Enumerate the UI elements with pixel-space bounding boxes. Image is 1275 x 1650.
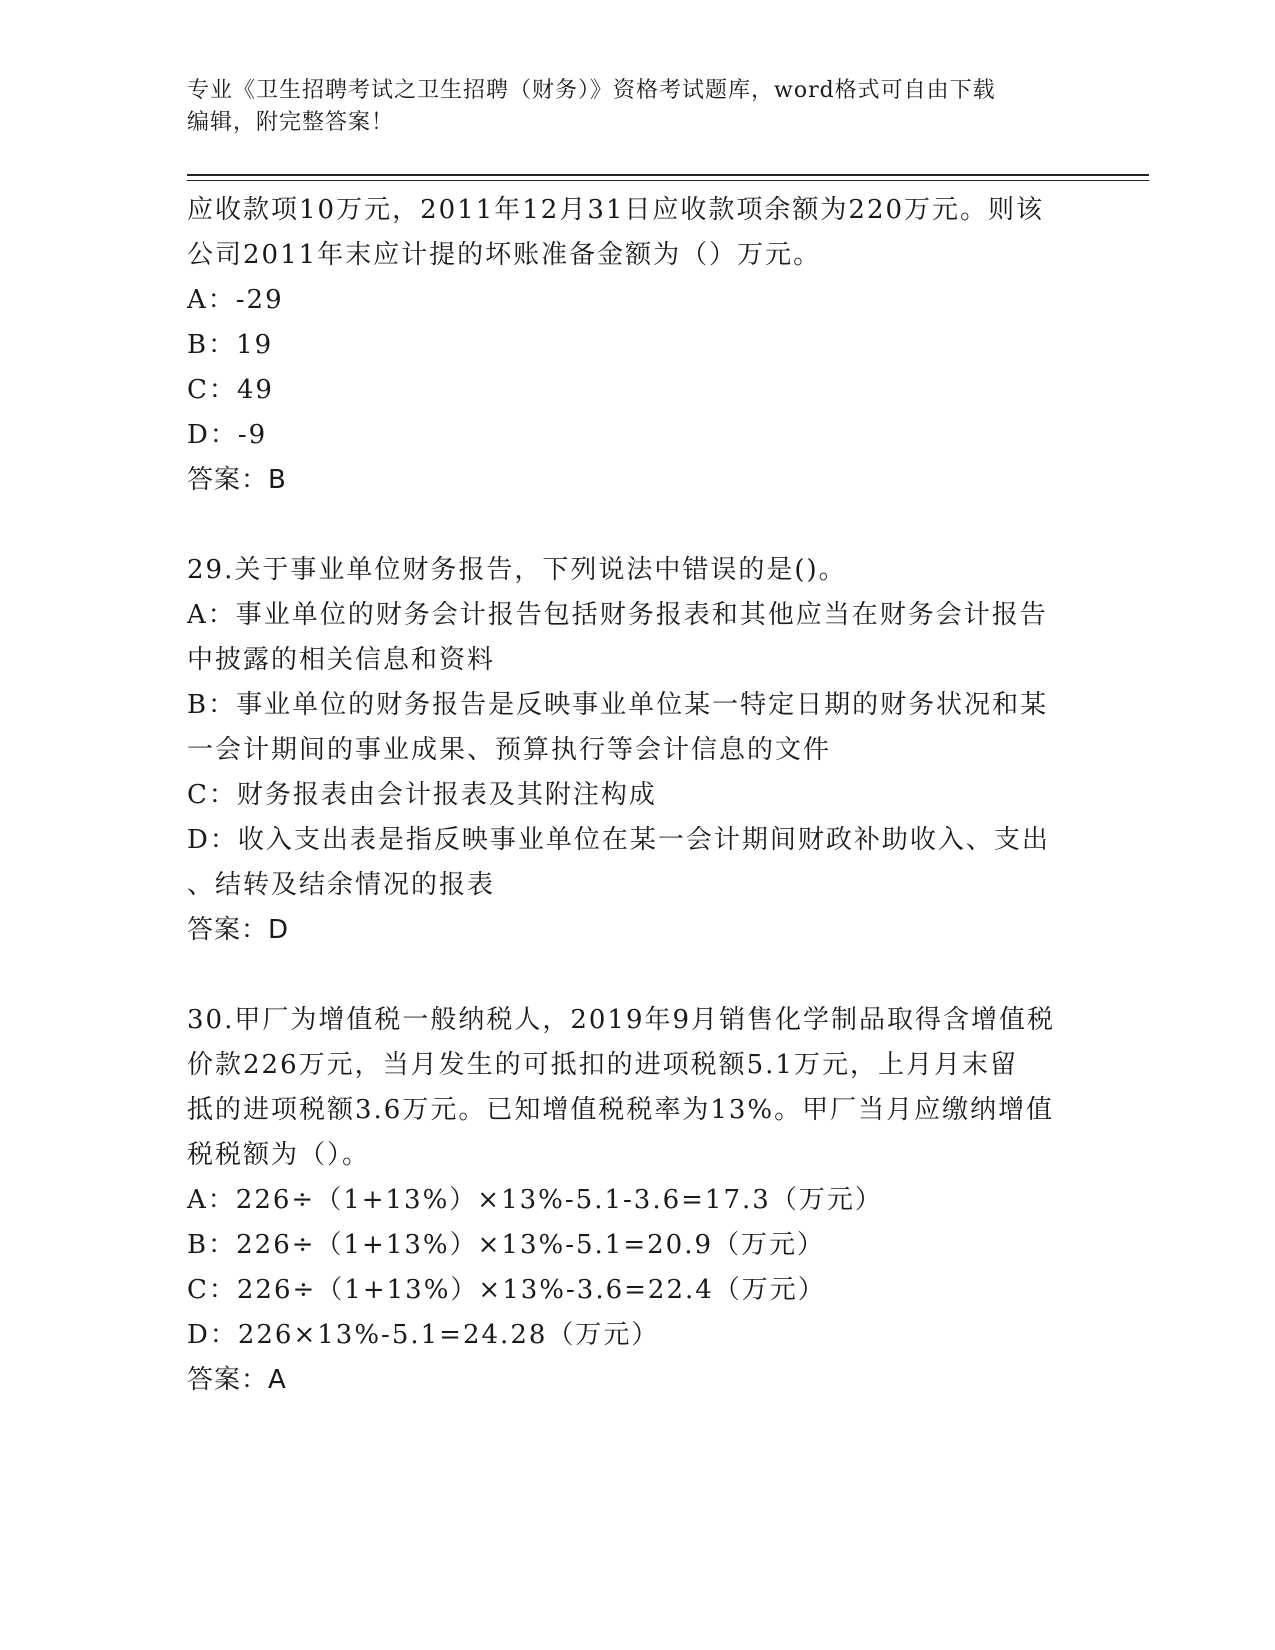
header-rule-thin xyxy=(187,180,1149,181)
option-c: C：226÷（1+13%）×13%-3.6=22.4（万元） xyxy=(187,1275,826,1305)
option-d: D：226×13%-5.1=24.28（万元） xyxy=(187,1320,660,1350)
answer-line: 答案：D xyxy=(187,915,290,945)
option-b-continued: 一会计期间的事业成果、预算执行等会计信息的文件 xyxy=(187,735,832,765)
option-b: B：事业单位的财务报告是反映事业单位某一特定日期的财务状况和某 xyxy=(187,690,1049,720)
option-d: D：收入支出表是指反映事业单位在某一会计期间财政补助收入、支出 xyxy=(187,825,1050,855)
header-line-2: 编辑，附完整答案！ xyxy=(187,110,395,135)
option-d-continued: 、结转及结余情况的报表 xyxy=(187,870,496,900)
question-28 xyxy=(187,188,1087,503)
option-a-continued: 中披露的相关信息和资料 xyxy=(187,645,496,675)
question-stem-line: 税税额为（）。 xyxy=(187,1140,371,1170)
question-stem-line: 公司2011年末应计提的坏账准备金额为（）万元。 xyxy=(187,240,822,270)
option-b: B：226÷（1+13%）×13%-5.1=20.9（万元） xyxy=(187,1230,826,1260)
header-rule-thick xyxy=(187,174,1149,176)
question-29 xyxy=(187,548,1087,953)
question-content xyxy=(187,188,1087,1403)
answer-line: 答案：A xyxy=(187,1365,287,1395)
option-c: C：49 xyxy=(187,375,274,405)
option-d: D：-9 xyxy=(187,420,268,450)
answer-line: 答案：B xyxy=(187,465,287,495)
option-b: B：19 xyxy=(187,330,274,360)
option-a: A：事业单位的财务会计报告包括财务报表和其他应当在财务会计报告 xyxy=(187,600,1048,630)
question-stem-line: 抵的进项税额3.6万元。已知增值税税率为13%。甲厂当月应缴纳增值 xyxy=(187,1095,1055,1125)
question-stem-line: 30.甲厂为增值税一般纳税人，2019年9月销售化学制品取得含增值税 xyxy=(187,1005,1056,1035)
option-c: C：财务报表由会计报表及其附注构成 xyxy=(187,780,657,810)
document-header xyxy=(187,75,1087,139)
option-a: A：-29 xyxy=(187,285,284,315)
question-stem-line: 29.关于事业单位财务报告，下列说法中错误的是()。 xyxy=(187,555,847,585)
header-line-1: 专业《卫生招聘考试之卫生招聘（财务）》资格考试题库，word格式可自由下载 xyxy=(187,78,996,103)
question-30 xyxy=(187,998,1087,1403)
option-a: A：226÷（1+13%）×13%-5.1-3.6=17.3（万元） xyxy=(187,1185,883,1215)
question-spacer xyxy=(187,953,1087,998)
question-stem-line: 价款226万元，当月发生的可抵扣的进项税额5.1万元，上月月末留 xyxy=(187,1050,1018,1080)
question-spacer xyxy=(187,503,1087,548)
question-stem-line: 应收款项10万元，2011年12月31日应收款项余额为220万元。则该 xyxy=(187,195,1045,225)
